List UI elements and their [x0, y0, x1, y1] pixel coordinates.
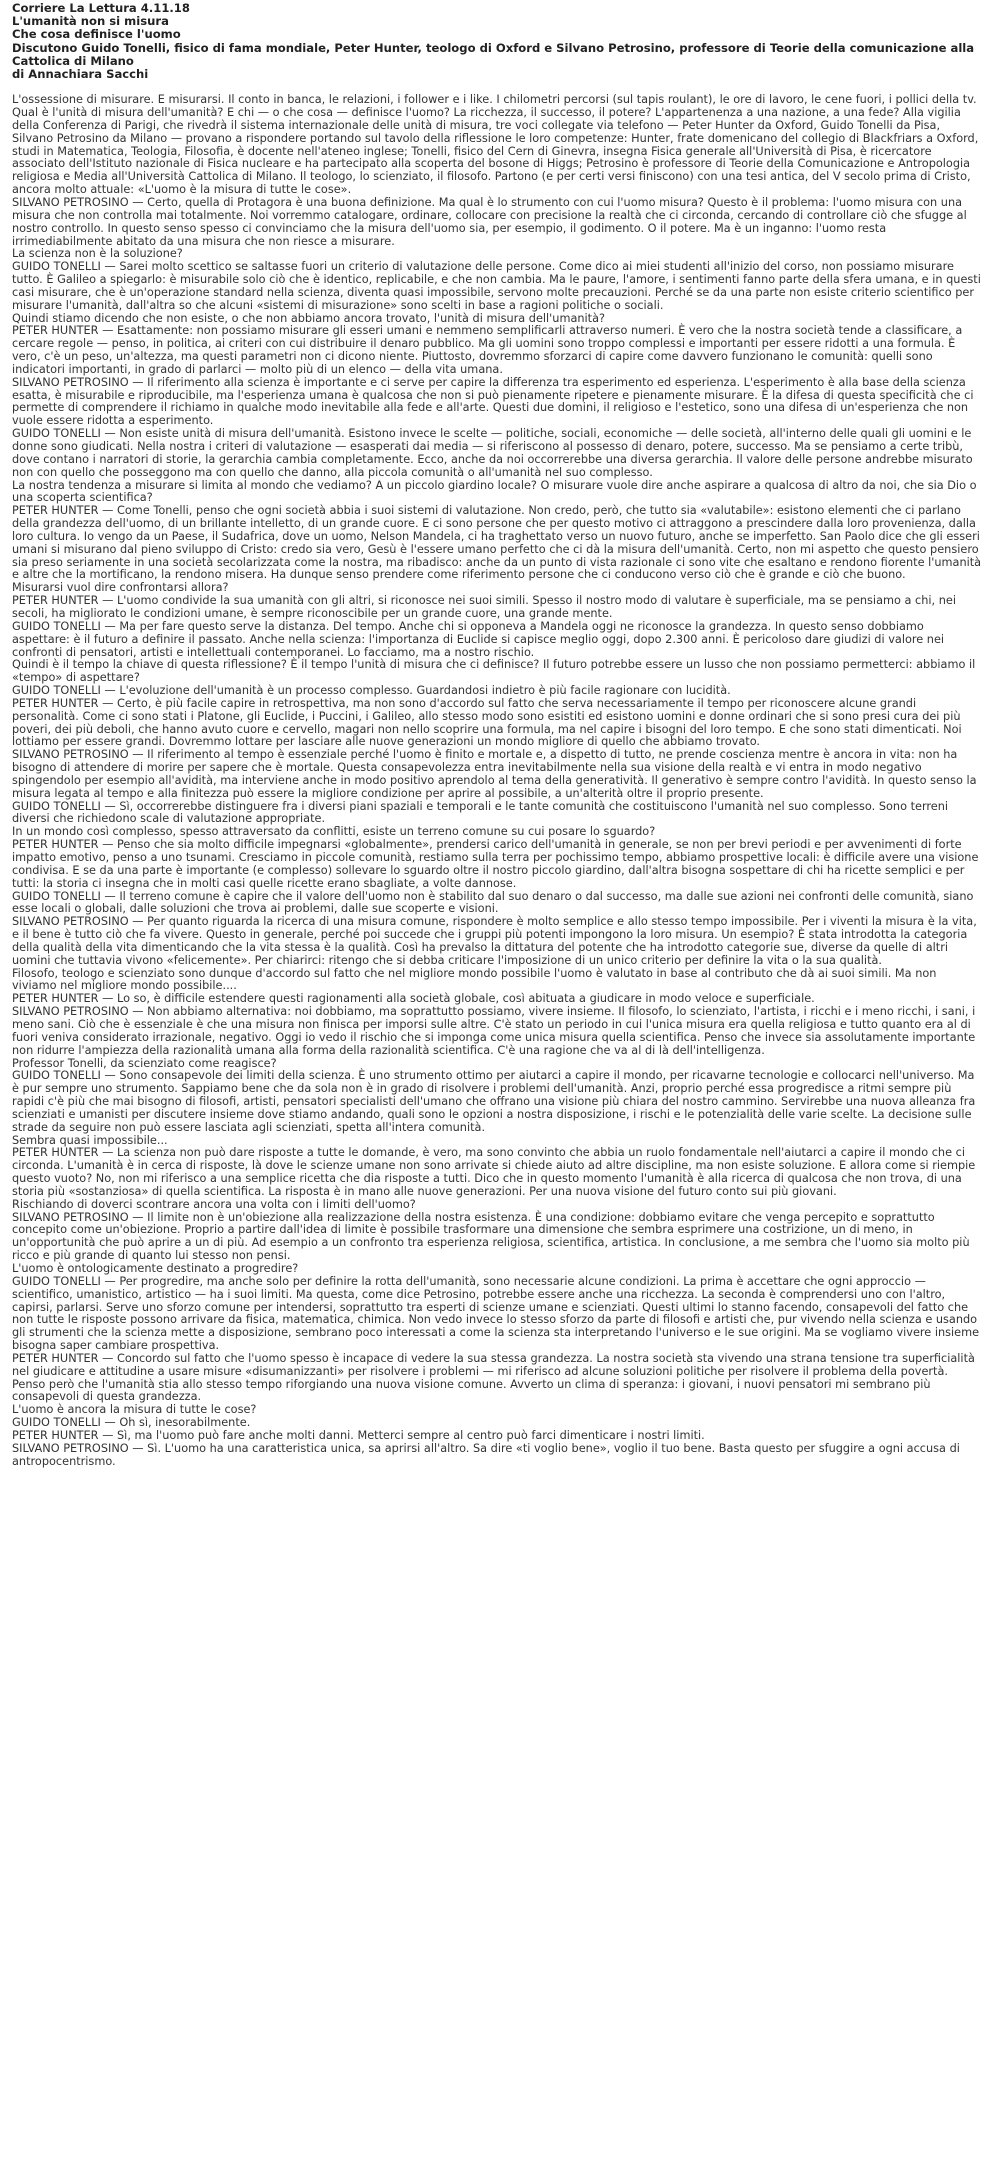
article-paragraph: Quindi stiamo dicendo che non esiste, o che non abbiamo ancora trovato, l'unità di misura dell'umanità? [12, 311, 606, 325]
article-paragraph: Professor Tonelli, da scienziato come reagisce? [12, 1056, 277, 1070]
article-paragraph: La scienza non è la soluzione? [12, 247, 183, 261]
article-subtitle: Che cosa definisce l'uomo [12, 27, 181, 42]
article-header [12, 2, 984, 81]
article-paragraph: GUIDO TONELLI — Il terreno comune è capire che il valore dell'uomo non è stabilito dal suo denaro o dal successo, ma dalle sue azioni nei confronti delle comunità, siano esse locali o globali, dalle soluzioni che trova ai problemi, dalle sue scoperte e visioni. [12, 889, 974, 916]
article-paragraph: PETER HUNTER — Come Tonelli, penso che ogni società abbia i suoi sistemi di valutazione. Non credo, però, che tutto sia «valutabile»: esistono elementi che ci parlano della grandezza dell'uomo, di un brillante intelletto, di un grande cuore. E ci sono persone che per questo motivo ci attraggono a prescindere dalla loro provenienza, dalla loro cultura. Io vengo da un Paese, il Sudafrica, dove un uomo, Nelson Mandela, ci ha traghettato verso un nuovo futuro, anche se imperfetto. San Paolo dice che gli esseri umani si misurano dal pieno sviluppo di Cristo: credo sia vero, Gesù è l'essere umano perfetto che ci dà la misura dell'umanità. Certo, non mi aspetto che questo pensiero sia preso seriamente in una società secolarizzata come la nostra, ma ribadisco: anche da un punto di vista razionale ci sono vite che esaltano e rendono fiorente l'umanità e altre che la mortificano, la rendono misera. Ha dunque senso prendere come riferimento persone che ci conducono verso ciò che è grande e ciò che buono. [12, 504, 982, 582]
article-paragraph: Rischiando di doverci scontrare ancora una volta con i limiti dell'uomo? [12, 1197, 416, 1211]
article-paragraph: L'uomo è ontologicamente destinato a progredire? [12, 1262, 299, 1275]
article-paragraph: L'uomo è ancora la misura di tutte le cose? [12, 1403, 257, 1417]
article-paragraph: GUIDO TONELLI — Ma per fare questo serve la distanza. Del tempo. Anche chi si opponeva a Mandela oggi ne riconosce la grandezza. In questo senso dobbiamo aspettare: è il futuro a definire il passato. Anche nella scienza: l'importanza di Euclide si capisce meglio oggi, dopo 2.300 anni. È pericoloso dare giudizi di valore nei confronti di pensatori, artisti e intellettuali contemporanei. Lo facciamo, ma a nostro rischio. [12, 619, 945, 659]
article-paragraph: GUIDO TONELLI — Oh sì, inesorabilmente. [12, 1416, 251, 1430]
article-paragraph: PETER HUNTER — Esattamente: non possiamo misurare gli esseri umani e nemmeno semplificarli attraverso numeri. È vero che la nostra società tende a classificare, a cercare regole — penso, in politica, ai criteri con cui distribuire il denaro pubblico. Ma gli uomini sono troppo complessi e importanti per essere ridotti a una formula. È vero, c'è un peso, un'altezza, ma questi parametri non ci dicono niente. Piuttosto, dovremmo sforzarci di capire come davvero funzionano le comunità: quelli sono indicatori importanti, in grado di parlarci — molto più di un elenco — della vita umana. [12, 324, 963, 376]
article-paragraph: PETER HUNTER — Sì, ma l'uomo può fare anche molti danni. Metterci sempre al centro può farci dimenticare i nostri limiti. [12, 1428, 705, 1442]
article-paragraph: SILVANO PETROSINO — Il riferimento al tempo è essenziale perché l'uomo è finito e mortale e, a dispetto di tutto, ne prende coscienza mentre è ancora in vita: non ha bisogno di attendere di morire per sapere che è mortale. Questa consapevolezza entra inevitabilmente nella sua visione della realtà e vi entra in modo negativo spingendolo per esempio all'avidità, ma interviene anche in modo positivo aprendolo al tema della generatività. Il generativo è sempre contro l'avidità. In questo senso la misura legata al tempo e alla finitezza può essere la migliore condizione per aprire al possibile, a un'alterità oltre il proprio presente. [12, 748, 977, 800]
article-paragraph: SILVANO PETROSINO — Il limite non è un'obiezione alla realizzazione della nostra esistenza. È una condizione: dobbiamo evitare che venga percepito e soprattutto concepito come un'obiezione. Proprio a partire dall'idea di limite è possibile trasformare una dimensione che sembra esprimere una costrizione, un di meno, in un'opportunità che può aprire a un di più. Ad esempio a un confronto tra esperienza religiosa, scientifica, artistica. In conclusione, a me sembra che l'uomo sia molto più ricco e più grande di quanto lui stesso non pensi. [12, 1210, 970, 1263]
article-paragraph: SILVANO PETROSINO — Sì. L'uomo ha una caratteristica unica, sa aprirsi all'altro. Sa dire «ti voglio bene», voglio il tuo bene. Basta questo per sfuggire a ogni accusa di antropocentrismo. [12, 1441, 960, 1468]
article-title: L'umanità non si misura [12, 14, 169, 29]
article-paragraph: SILVANO PETROSINO — Certo, quella di Protagora è una buona definizione. Ma qual è lo strumento con cui l'uomo misura? Questo è il problema: l'uomo misura con una misura che non controlla mai totalmente. Noi vorremmo catalogare, ordinare, collocare con precisione la realtà che ci circonda, cercando di controllare ciò che sfugge al nostro controllo. In questo senso spesso ci convinciamo che la misura dell'uomo sia, per esempio, il godimento. O il potere. Ma è un inganno: l'uomo resta irrimediabilmente abitato da una misura che non riesce a misurare. [12, 195, 967, 248]
article-paragraph: GUIDO TONELLI — Sarei molto scettico se saltasse fuori un criterio di valutazione delle persone. Come dico ai miei studenti all'inizio del corso, non possiamo misurare tutto. È Galileo a spiegarlo: è misurabile solo ciò che è identico, replicabile, e che non cambia. Ma le paure, l'amore, i sentimenti fanno parte della sfera umana, e in questi casi misurare, che è un'operazione standard nella scienza, diventa quasi impossibile, servono molte precauzioni. Perché se da una parte non esiste criterio scientifico per misurare l'umanità, dall'altra so che alcuni «sistemi di misurazione» sono scelti in base a ragioni politiche o sociali. [12, 260, 981, 312]
article-paragraph: PETER HUNTER — Lo so, è difficile estendere questi ragionamenti alla società globale, così abituata a giudicare in modo veloce e superficiale. [12, 992, 815, 1006]
article-body [12, 94, 984, 1468]
article-author: di Annachiara Sacchi [12, 67, 149, 82]
article-paragraph: PETER HUNTER — L'uomo condivide la sua umanità con gli altri, si riconosce nei suoi simili. Spesso il nostro modo di valutare è superficiale, ma se pensiamo a chi, nei secoli, ha migliorato le condizioni umane, è sempre riconoscibile per un grande cuore, una grande mente. [12, 594, 956, 620]
article-paragraph: La nostra tendenza a misurare si limita al mondo che vediamo? A un piccolo giardino locale? O misurare vuole dire anche aspirare a qualcosa di altro da noi, che sia Dio o una scoperta scientifica? [12, 478, 977, 505]
article-paragraph: Sembra quasi impossibile... [12, 1133, 168, 1147]
article-summary: Discutono Guido Tonelli, fisico di fama mondiale, Peter Hunter, teologo di Oxford e Silvano Petrosino, professore di Teorie della comunicazione alla Cattolica di Milano [12, 40, 975, 68]
article-paragraph: Quindi è il tempo la chiave di questa riflessione? È il tempo l'unità di misura che ci definisce? Il futuro potrebbe essere un lusso che non possiamo permetterci: abbiamo il «tempo» di aspettare? [12, 658, 976, 685]
article-paragraph: L'ossessione di misurare. E misurarsi. Il conto in banca, le relazioni, i follower e i like. I chilometri percorsi (sul tapis roulant), le ore di lavoro, le cene fuori, i pollici della tv. Qual è l'unità di misura dell'umanità? E chi — o che cosa — definisce l'uomo? La ricchezza, il successo, il potere? L'appartenenza a una nazione, a una fede? Alla vigilia della Conferenza di Parigi, che rivedrà il sistema internazionale delle unità di misura, tre voci collegate via telefono — Peter Hunter da Oxford, Guido Tonelli da Pisa, Silvano Petrosino da Milano — provano a rispondere portando sul tavolo della riflessione le loro competenze: Hunter, frate domenicano del collegio di Blackfriars a Oxford, studi in Matematica, Teologia, Filosofia, è docente nell'ateneo inglese; Tonelli, fisico del Cern di Ginevra, insegna Fisica generale all'Università di Pisa, è ricercatore associato dell'Istituto nazionale di Fisica nucleare e ha partecipato alla scoperta del bosone di Higgs; Petrosino è professore di Teorie della Comunicazione e Antropologia religiosa e Media all'Università Cattolica di Milano. Il teologo, lo scienziato, il filosofo. Partono (e per certi versi finiscono) con una tesi antica, del V secolo prima di Cristo, ancora molto attuale: «L'uomo è la misura di tutte le cose». [12, 93, 979, 197]
article-paragraph: GUIDO TONELLI — Non esiste unità di misura dell'umanità. Esistono invece le scelte — politiche, sociali, economiche — delle società, all'interno delle quali gli uomini e le donne sono giudicati. Nella nostra i criteri di valutazione — esasperati dai media — si riferiscono al possesso di denaro, potere, successo. Ma se pensiamo a certe tribù, dove contano i narratori di storie, la gerarchia cambia completamente. Ecco, anche da noi occorrerebbe una diversa gerarchia. Il valore delle persone andrebbe misurato non con quello che posseggono ma con quello che danno, alla piccola comunità o all'umanità nel suo complesso. [12, 427, 973, 479]
article-paragraph: SILVANO PETROSINO — Il riferimento alla scienza è importante e ci serve per capire la differenza tra esperimento ed esperienza. L'esperimento è alla base della scienza esatta, è misurabile e riproducibile, ma l'esperienza umana è qualcosa che non si può pienamente ripetere e pienamente misurare. È la difesa di questa specificità che ci permette di comprendere il richiamo in qualche modo inevitabile alla fede e all'arte. Questi due domini, il religioso e l'estetico, sono una difesa di un'esperienza che non vuole essere ridotta a esperimento. [12, 375, 974, 428]
article-paragraph: GUIDO TONELLI — Sono consapevole dei limiti della scienza. È uno strumento ottimo per aiutarci a capire il mondo, per ricavarne tecnologie e collocarci nell'universo. Ma è pur sempre uno strumento. Sappiamo bene che da sola non è in grado di risolvere i problemi dell'umanità. Anzi, proprio perché essa progredisce a ritmi sempre più rapidi c'è più che mai bisogno di filosofi, artisti, pensatori specialisti dell'umano che offrano una visione più chiara del nostro cammino. Servirebbe una nuova alleanza fra scienziati e umanisti per discutere insieme dove stiamo andando, quali sono le opzioni a nostra disposizione, i rischi e le potenzialità delle varie scelte. La decisione sulle strade da seguire non può essere lasciata agli scienziati, spetta all'intera comunità. [12, 1069, 976, 1134]
article-paragraph: PETER HUNTER — Certo, è più facile capire in retrospettiva, ma non sono d'accordo sul fatto che serva necessariamente il tempo per riconoscere alcune grandi personalità. Come ci sono stati i Platone, gli Euclide, i Puccini, i Galileo, allo stesso modo sono esistiti ed esistono uomini e donne ordinari che si sono presi cura dei più poveri, dei più deboli, che hanno avuto cuore e cervello, magari non nello scoprire una formula, ma nel capire i bisogni del loro tempo. E che sono stati dimenticati. Noi lottiamo per essere grandi. Dovremmo lottare per lasciare alle nuove generazioni un mondo migliore di quello che abbiamo trovato. [12, 696, 962, 749]
article-paragraph: GUIDO TONELLI — Per progredire, ma anche solo per definire la rotta dell'umanità, sono necessarie alcune condizioni. La prima è accettare che ogni approccio — scientifico, umanistico, artistico — ha i suoi limiti. Ma questa, come dice Petrosino, potrebbe essere anche una ricchezza. La seconda è comprendersi uno con l'altro, capirsi, parlarsi. Serve uno sforzo comune per intendersi, soprattutto tra esperti di scienze umane e scienziati. Questi ultimi lo stanno facendo, consapevoli del fatto che non tutte le risposte possono arrivare da fisica, matematica, chimica. Non vedo invece lo stesso sforzo da parte di filosofi e artisti che, pur vivendo nella scienza e usando gli strumenti che la scienza mette a disposizione, sembrano poco interessati a come la scienza sta interpretando l'universo e le sue origini. Ma se vogliamo vivere insieme bisogna saper cambiare prospettiva. [12, 1274, 980, 1353]
article-paragraph: Misurarsi vuol dire confrontarsi allora? [12, 581, 229, 595]
article-paragraph: Filosofo, teologo e scienziato sono dunque d'accordo sul fatto che nel migliore mondo possibile l'uomo è valutato in base al contributo che dà ai suoi simili. Ma non viviamo nel migliore mondo possibile.... [12, 966, 937, 993]
source-line: Corriere La Lettura 4.11.18 [12, 1, 190, 15]
article-paragraph: GUIDO TONELLI — Sì, occorrerebbe distinguere fra i diversi piani spaziali e temporali e le tante comunità che costituiscono l'umanità nel suo complesso. Sono terreni diversi che richiedono scale di valutazione appropriate. [12, 799, 949, 826]
article-paragraph: In un mondo così complesso, spesso attraversato da conflitti, esiste un terreno comune su cui posare lo sguardo? [12, 825, 656, 839]
article-paragraph: PETER HUNTER — La scienza non può dare risposte a tutte le domande, è vero, ma sono convinto che abbia un ruolo fondamentale nell'aiutarci a capire il mondo che ci circonda. L'umanità è in cerca di risposte, là dove le scienze umane non sono arrivate si chiede aiuto ad altre discipline, ma non esiste soluzione. E allora come si riempie questo vuoto? No, non mi riferisco a una semplice ricetta che dia risposte a tutti. Dico che in questo momento l'umanità è alla ricerca di qualcosa che non trova, di una storia più «sostanziosa» di quella scientifica. La risposta è in mano alle nuove generazioni. Per una nuova visione del futuro conto sui più giovani. [12, 1146, 976, 1198]
article-paragraph: SILVANO PETROSINO — Per quanto riguarda la ricerca di una misura comune, rispondere è molto semplice e allo stesso tempo impossibile. Per i viventi la misura è la vita, e il bene è tutto ciò che fa vivere. Questo in generale, perché poi succede che i gruppi più potenti impongono la loro misura. Un esempio? È stata introdotta la categoria della qualità della vita dimenticando che la vita stessa è la qualità. Così ha prevalso la dittatura del potente che ha introdotto categorie sue, diverse da quelle di altri uomini che tuttavia vivono «felicemente». Per chiarirci: ritengo che si debba criticare l'imposizione di un unico criterio per definire la vita o la sua qualità. [12, 915, 977, 967]
article-paragraph: SILVANO PETROSINO — Non abbiamo alternativa: noi dobbiamo, ma soprattutto possiamo, vivere insieme. Il filosofo, lo scienziato, l'artista, i ricchi e i meno ricchi, i sani, i meno sani. Ciò che è essenziale è che una misura non finisca per imporsi sulle altre. C'è stato un periodo in cui l'unica misura era quella religiosa e tutto quanto era al di fuori veniva considerato irrazionale, negativo. Oggi io vedo il rischio che si imponga come unica misura quella scientifica. Penso che invece sia assolutamente importante non ridurre l'ampiezza della razionalità umana alla forma della razionalità scientifica. C'è una ragione che va al di là dell'intelligenza. [12, 1005, 976, 1057]
article-paragraph: PETER HUNTER — Concordo sul fatto che l'uomo spesso è incapace di vedere la sua stessa grandezza. La nostra società sta vivendo una strana tensione tra superficialità nel giudicare e attitudine a usare misure «disumanizzanti» per risolvere i problemi — mi riferisco ad alcune soluzioni politiche per risolvere il problema della povertà. Penso però che l'umanità stia allo stesso tempo riforgiando una nuova visione comune. Avverto un clima di speranza: i giovani, i nuovi pensatori mi sembrano più consapevoli di questa grandezza. [12, 1351, 975, 1404]
article-paragraph: PETER HUNTER — Penso che sia molto difficile impegnarsi «globalmente», prendersi carico dell'umanità in generale, se non per brevi periodi e per avvenimenti di forte impatto emotivo, penso a uno tsunami. Cresciamo in piccole comunità, restiamo sulla terra per pochissimo tempo, abbiamo prospettive locali: è difficile avere una visione condivisa. E se da una parte è importante (e complesso) sollevare lo sguardo oltre il nostro piccolo giardino, dall'altra bisogna sospettare di chi ha ricette semplici e per tutti: la storia ci insegna che in molti casi quelle ricette erano sbagliate, a volte dannose. [12, 838, 979, 890]
article-paragraph: GUIDO TONELLI — L'evoluzione dell'umanità è un processo complesso. Guardandosi indietro è più facile ragionare con lucidità. [12, 684, 731, 698]
